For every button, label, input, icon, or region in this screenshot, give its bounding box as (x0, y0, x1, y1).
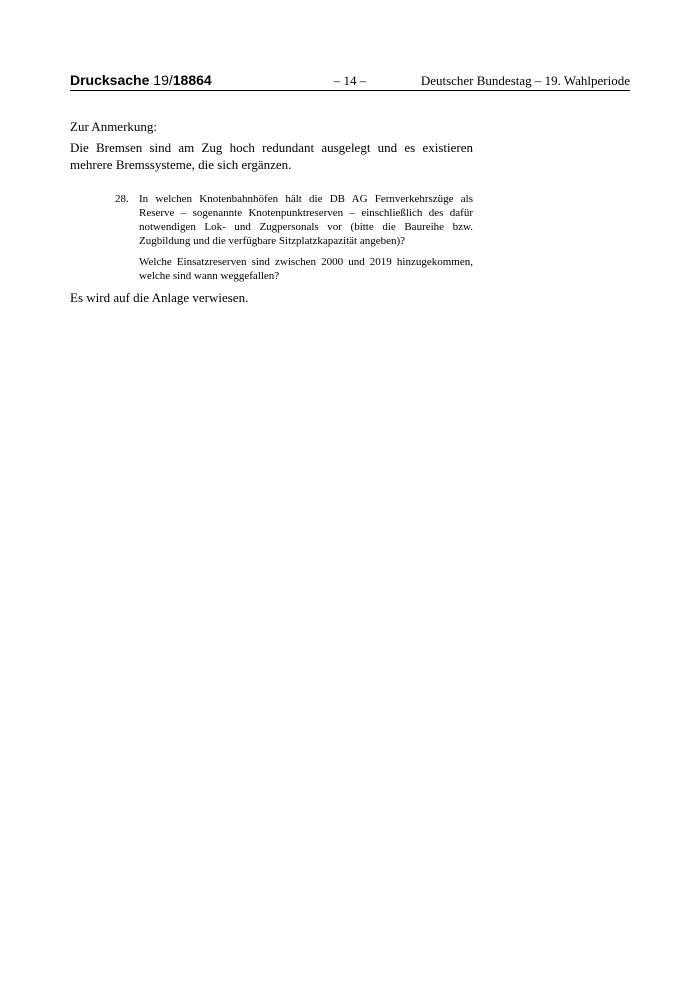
question-block (115, 192, 473, 290)
note-text: Die Bremsen sind am Zug hoch redundant ausgelegt und es existieren mehrere Bremssysteme, die sich ergänzen. (70, 140, 473, 172)
question-body (139, 192, 473, 283)
note-label: Zur Anmerkung: (70, 119, 158, 134)
document-number-prefix: 19/ (153, 72, 173, 88)
question-paragraph: In welchen Knotenbahnhöfen hält die DB AG Fernverkehrszüge als Reserve – sogenannte Knotenpunktreserven – einschließlich des dafür notwendigen Lok- und Zugpersonals vor (bitte die Baureihe bzw. Zugbildung und die verfügbare Sitzplatzkapazität angeben)? (139, 193, 473, 247)
document-number-value: 18864 (172, 72, 212, 88)
question-number: 28. (115, 193, 129, 205)
question-paragraph: Welche Einsatzreserven sind zwischen 2000 und 2019 hinzugekommen, welche sind wann weggefallen? (139, 256, 473, 282)
publisher-label: Deutscher Bundestag – 19. Wahlperiode (420, 73, 630, 88)
document-label: Drucksache (70, 72, 150, 88)
answer-text: Es wird auf die Anlage verwiesen. (70, 290, 249, 305)
page-number: – 14 – (333, 73, 367, 88)
page-header (70, 70, 630, 91)
